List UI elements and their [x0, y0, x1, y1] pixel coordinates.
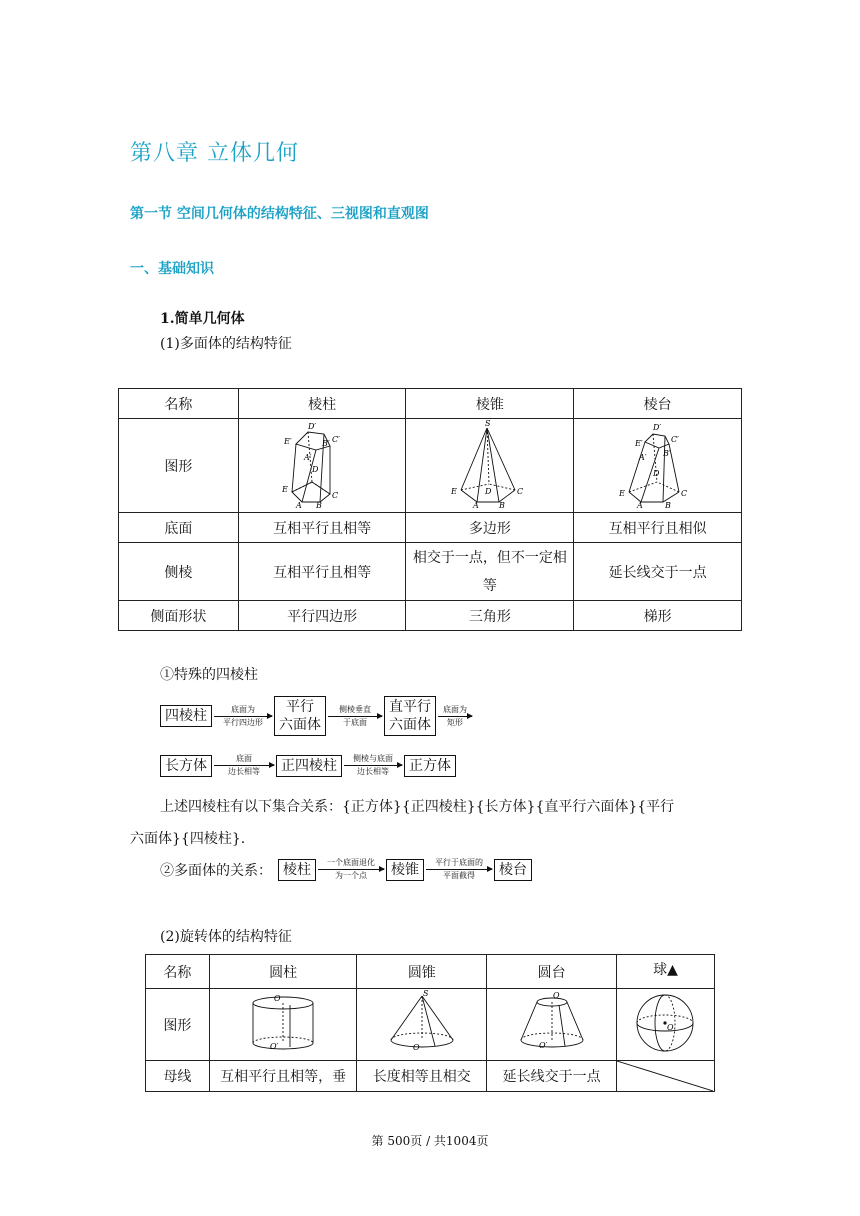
flow-arrow — [344, 754, 402, 777]
flow-box: 正方体 — [404, 755, 456, 777]
cylinder-figure — [209, 989, 357, 1061]
row-label: 侧面形状 — [119, 601, 239, 631]
svg-text:C′: C′ — [670, 434, 679, 444]
box-line: 直平行 — [389, 699, 431, 715]
row-label: 图形 — [146, 989, 210, 1061]
table-cell: 互相平行且相等 — [238, 513, 406, 543]
svg-text:E: E — [282, 484, 288, 494]
prism-figure — [238, 419, 406, 513]
table-cell: 平行四边形 — [238, 601, 406, 631]
svg-text:C: C — [680, 488, 687, 498]
cylinder-diagram — [238, 991, 328, 1055]
table-cell: 互相平行且相等 — [238, 543, 406, 601]
diagonal-line — [617, 1061, 713, 1091]
flow-box — [274, 696, 326, 736]
pyramid-diagram — [447, 420, 533, 508]
page-footer: 第 500页 / 共1004页 — [371, 1134, 489, 1148]
flow-box: 棱锥 — [386, 859, 424, 881]
svg-text:A: A — [636, 500, 643, 508]
svg-text:D′: D′ — [652, 422, 661, 432]
svg-text:D: D — [484, 486, 492, 496]
polyhedra-table — [118, 388, 742, 631]
svg-text:C: C — [516, 486, 523, 496]
table-header: 圆台 — [487, 955, 617, 989]
arrow-label: 底面 — [236, 754, 252, 763]
table-header: 圆锥 — [357, 955, 487, 989]
row-label: 底面 — [119, 513, 239, 543]
svg-text:S: S — [422, 989, 429, 998]
flow-box: 棱柱 — [278, 859, 316, 881]
table-cell: 长度相等且相交 — [357, 1061, 487, 1092]
prism-flow-2 — [160, 754, 456, 777]
svg-text:E: E — [450, 486, 457, 496]
svg-text:O: O — [412, 1042, 420, 1052]
svg-text:A′: A′ — [304, 452, 312, 462]
row-label: 母线 — [146, 1061, 210, 1092]
chapter-title: 第八章 立体几何 — [130, 141, 299, 166]
svg-text:D: D — [652, 468, 660, 478]
svg-text:S: S — [484, 419, 491, 428]
relation-label: ②多面体的关系： — [160, 862, 272, 879]
svg-text:C: C — [332, 490, 339, 500]
box-line: 六面体 — [279, 717, 321, 733]
special-prism-title: ①特殊的四棱柱 — [160, 667, 258, 683]
row-label: 侧棱 — [119, 543, 239, 601]
flow-arrow — [318, 858, 384, 881]
svg-text:A′: A′ — [638, 452, 647, 462]
pyramid-figure — [406, 419, 574, 513]
solids-table — [145, 954, 715, 1092]
flow-arrow — [328, 705, 382, 728]
table-header: 圆柱 — [209, 955, 357, 989]
truncated-cone-diagram — [507, 990, 597, 1056]
frustum-diagram — [615, 420, 701, 508]
svg-text:B′: B′ — [662, 448, 671, 458]
arrow-label: 边长相等 — [357, 767, 389, 776]
table-cell: 相交于一点，但不一定相等 — [406, 543, 574, 601]
table-header: 棱台 — [574, 389, 742, 419]
box-line: 六面体 — [389, 717, 431, 733]
svg-text:D: D — [312, 464, 319, 474]
svg-text:O: O — [552, 990, 560, 1000]
svg-text:D′: D′ — [308, 421, 317, 431]
table-header: 棱锥 — [406, 389, 574, 419]
flow-arrow — [214, 754, 274, 777]
table-cell: 互相平行且相似 — [574, 513, 742, 543]
arrow-label: 底面为 — [231, 704, 255, 714]
flow-arrow — [214, 705, 272, 728]
svg-text:E: E — [618, 488, 625, 498]
flow-box: 长方体 — [160, 755, 212, 777]
table-header: 棱柱 — [238, 389, 406, 419]
cone-diagram — [377, 990, 467, 1056]
prism-diagram — [282, 420, 362, 508]
svg-text:C′: C′ — [332, 434, 341, 444]
sphere-figure — [616, 989, 714, 1061]
frustum-figure — [574, 419, 742, 513]
subheading-polyhedra: (1)多面体的结构特征 — [160, 336, 292, 352]
arrow-label: 矩形 — [447, 717, 463, 727]
table-cell: 延长线交于一点 — [487, 1061, 617, 1092]
table-cell: 延长线交于一点 — [574, 543, 742, 601]
polyhedra-relation — [160, 858, 532, 881]
box-line: 平行 — [286, 699, 314, 715]
part-heading: 一、基础知识 — [130, 261, 214, 277]
sphere-diagram — [625, 990, 705, 1056]
table-cell: 梯形 — [574, 601, 742, 631]
empty-diagonal-cell — [616, 1061, 714, 1092]
arrow-label: 平面截得 — [443, 871, 475, 880]
arrow-label: 为一个点 — [335, 871, 367, 880]
arrow-label: 一个底面退化 — [327, 858, 375, 867]
arrow-label: 底面为 — [443, 704, 467, 714]
svg-text:E′: E′ — [284, 436, 292, 446]
set-relation-line-2: 六面体}{四棱柱}. — [130, 831, 246, 847]
svg-text:A: A — [472, 500, 479, 508]
arrow-label: 于底面 — [343, 717, 367, 727]
table-cell: 互相平行且相等，垂 — [209, 1061, 357, 1092]
arrow-label: 平行四边形 — [223, 717, 263, 727]
table-header: 球▲ — [616, 955, 714, 989]
arrow-label: 侧棱与底面 — [353, 754, 393, 763]
svg-text:B: B — [498, 500, 505, 508]
svg-text:A: A — [296, 500, 302, 508]
subheading-solids-of-revolution: (2)旋转体的结构特征 — [160, 929, 292, 945]
table-header: 名称 — [146, 955, 210, 989]
cone-figure — [357, 989, 487, 1061]
arrow-label: 平行于底面的 — [435, 858, 483, 867]
flow-box — [384, 696, 436, 736]
flow-box: 四棱柱 — [160, 705, 212, 727]
arrow-label: 侧棱垂直 — [339, 704, 371, 714]
table-header: 名称 — [119, 389, 239, 419]
flow-arrow — [438, 705, 472, 728]
arrow-label: 边长相等 — [228, 767, 260, 776]
subheading-simple-solids: 1.简单几何体 — [160, 311, 245, 327]
table-cell: 三角形 — [406, 601, 574, 631]
set-relation-line-1: 上述四棱柱有以下集合关系：{正方体}{正四棱柱}{长方体}{直平行六面体}{平行 — [160, 799, 675, 815]
svg-text:E′: E′ — [634, 438, 643, 448]
svg-text:B: B — [664, 500, 671, 508]
svg-text:O: O — [667, 1022, 675, 1032]
flow-arrow — [426, 858, 492, 881]
svg-text:O′: O′ — [270, 1041, 279, 1051]
flow-box: 棱台 — [494, 859, 532, 881]
svg-text:O: O — [274, 993, 281, 1003]
svg-text:B′: B′ — [322, 438, 330, 448]
row-label: 图形 — [119, 419, 239, 513]
prism-flow-1 — [160, 696, 474, 736]
table-cell: 多边形 — [406, 513, 574, 543]
frustum-cone-figure — [487, 989, 617, 1061]
svg-text:B: B — [316, 500, 322, 508]
flow-box: 正四棱柱 — [276, 755, 342, 777]
svg-text:O′: O′ — [538, 1040, 547, 1050]
section-title: 第一节 空间几何体的结构特征、三视图和直观图 — [130, 206, 429, 222]
